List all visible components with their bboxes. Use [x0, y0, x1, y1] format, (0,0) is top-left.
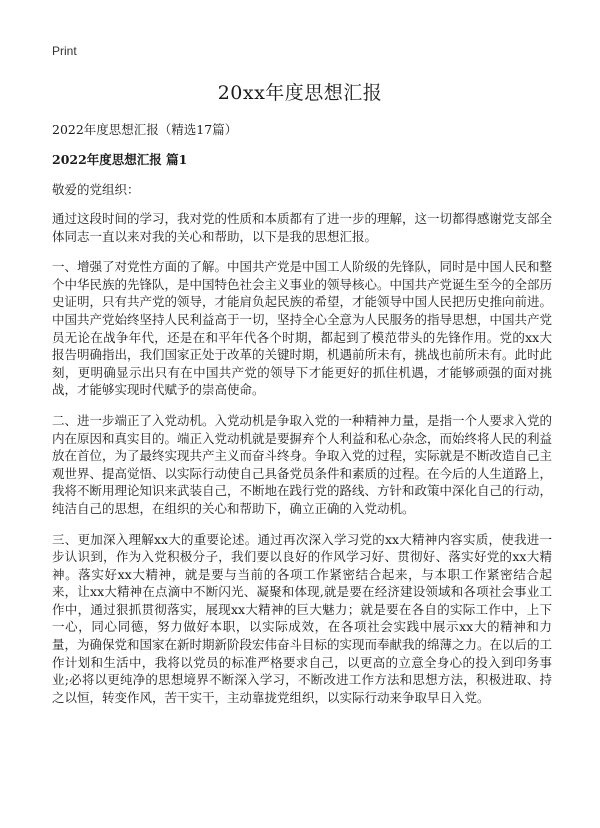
document-subtitle: 2022年度思想汇报（精选17篇）	[52, 122, 238, 137]
paragraph-point-2: 二、进一步端正了入党动机。入党动机是争取入党的一种精神力量，是指一个人要求入党的内在原因和真实目的。端正入党动机就是要摒弃个人利益和私心杂念，而始终将人民的利益放在首位，为了最终实现共产主义而奋斗终身。争取入党的过程，实际就是不断改造自己主观世界、提高觉悟、以实际行动使自己具备党员条件和素质的过程。在今后的人生道路上，我将不断用理论知识来武装自己，不断地在践行党的路线、方针和政策中深化自己的行动，纯洁自己的思想，在组织的关心和帮助下，确立正确的入党动机。	[52, 412, 553, 516]
document-title: 20xx年度思想汇报	[217, 82, 383, 104]
paragraph-point-3: 三、更加深入理解xx大的重要论述。通过再次深入学习党的xx大精神内容实质，使我进一步认识到，作为入党积极分子，我们要以良好的作风学习好、贯彻好、落实好党的xx大精神。落实好xx大精神，就是要与当前的各项工作紧密结合起来，与本职工作紧密结合起来，让xx大精神在点滴中不断闪光、凝聚和体现,就是要在经济建设领域和各项社会事业工作中，通过狠抓贯彻落实，展现xx大精神的巨大魅力；就是要在各自的实际工作中，上下一心，同心同德，努力做好本职，以实际成效，在各项社会实践中展示xx大的精神和力量，为确保党和国家在新时期新阶段宏伟奋斗目标的实现而奉献我的绵薄之力。在以后的工作计划和生活中，我将以党员的标准严格要求自己，以更高的立意全身心的投入到印务事业;必将以更纯净的思想境界不断深入学习，不断改进工作方法和思想方法，积极进取、持之以恒，转变作风，苦干实干，主动靠拢党组织，以实际行动来争取早日入党。	[52, 531, 553, 705]
print-label[interactable]: Print	[52, 44, 77, 58]
paragraph-intro: 通过这段时间的学习，我对党的性质和本质都有了进一步的理解，这一切都得感谢党支部全体同志一直以来对我的关心和帮助，以下是我的思想汇报。	[52, 211, 553, 244]
salutation: 敬爱的党组织：	[52, 182, 140, 197]
paragraph-point-1: 一、增强了对党性方面的了解。中国共产党是中国工人阶级的先锋队，同时是中国人民和整个中华民族的先锋队，是中国特色社会主义事业的领导核心。中国共产党诞生至今的全部历史证明，只有共产党的领导，才能肩负起民族的希望，才能领导中国人民把历史推向前进。中国共产党始终坚持人民利益高于一切，坚持全心全意为人民服务的指导思想，中国共产党员无论在战争年代，还是在和平年代各个时期，都起到了模范带头的先锋作用。党的xx大报告明确指出，我们国家正处于改革的关键时期，机遇前所未有，挑战也前所未有。此时此刻，更明确显示出只有在中国共产党的领导下才能更好的抓住机遇，才能够顽强的面对挑战，才能够实现时代赋予的崇高使命。	[52, 259, 553, 398]
section-heading: 2022年度思想汇报 篇1	[52, 152, 188, 167]
document-body	[52, 210, 552, 719]
